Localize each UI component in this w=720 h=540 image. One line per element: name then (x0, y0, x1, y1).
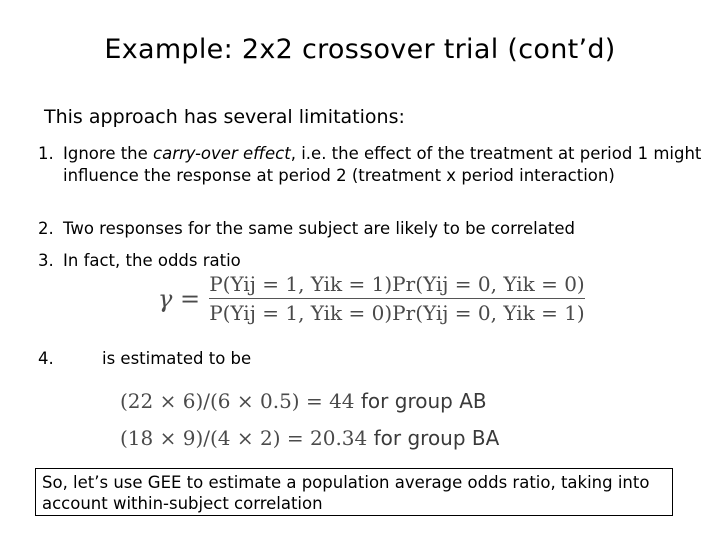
estimate-expression: (22 × 6)/(6 × 0.5) = 44 (120, 389, 355, 413)
estimate-label: for group AB (360, 389, 487, 413)
conclusion-box: So, let’s use GEE to estimate a population average odds ratio, taking into account within-subject correlation (35, 468, 673, 516)
item-text: In fact, the odds ratio (63, 251, 241, 270)
item-text-post: , i.e. the effect of the treatment at period 1 might influence the response at period 2 (treatment x period interaction) (63, 144, 702, 185)
formula-numerator: P(Yij = 1, Yik = 1)Pr(Yij = 0, Yik = 0) (209, 272, 585, 296)
page-title: Example: 2x2 crossover trial (cont’d) (104, 34, 616, 65)
formula-lhs: γ = (158, 284, 201, 313)
item-number: 2. (38, 219, 54, 238)
item-text-emphasis: carry-over effect (153, 144, 291, 163)
estimate-ab (120, 389, 487, 413)
intro-text: This approach has several limitations: (44, 106, 405, 128)
item-text (63, 143, 703, 187)
item-text: Two responses for the same subject are likely to be correlated (63, 219, 575, 238)
item-text: is estimated to be (102, 349, 252, 368)
formula-denominator: P(Yij = 1, Yik = 0)Pr(Yij = 0, Yik = 1) (209, 301, 585, 325)
fraction-bar (209, 298, 585, 299)
estimate-label: for group BA (373, 426, 500, 450)
estimate-ba (120, 426, 499, 450)
item-number: 4. (38, 349, 54, 368)
item-text-pre: Ignore the (63, 144, 154, 163)
item-number: 1. (38, 144, 54, 163)
formula-fraction (209, 272, 585, 325)
item-number: 3. (38, 251, 54, 270)
odds-ratio-formula (158, 272, 585, 325)
estimate-expression: (18 × 9)/(4 × 2) = 20.34 (120, 426, 368, 450)
